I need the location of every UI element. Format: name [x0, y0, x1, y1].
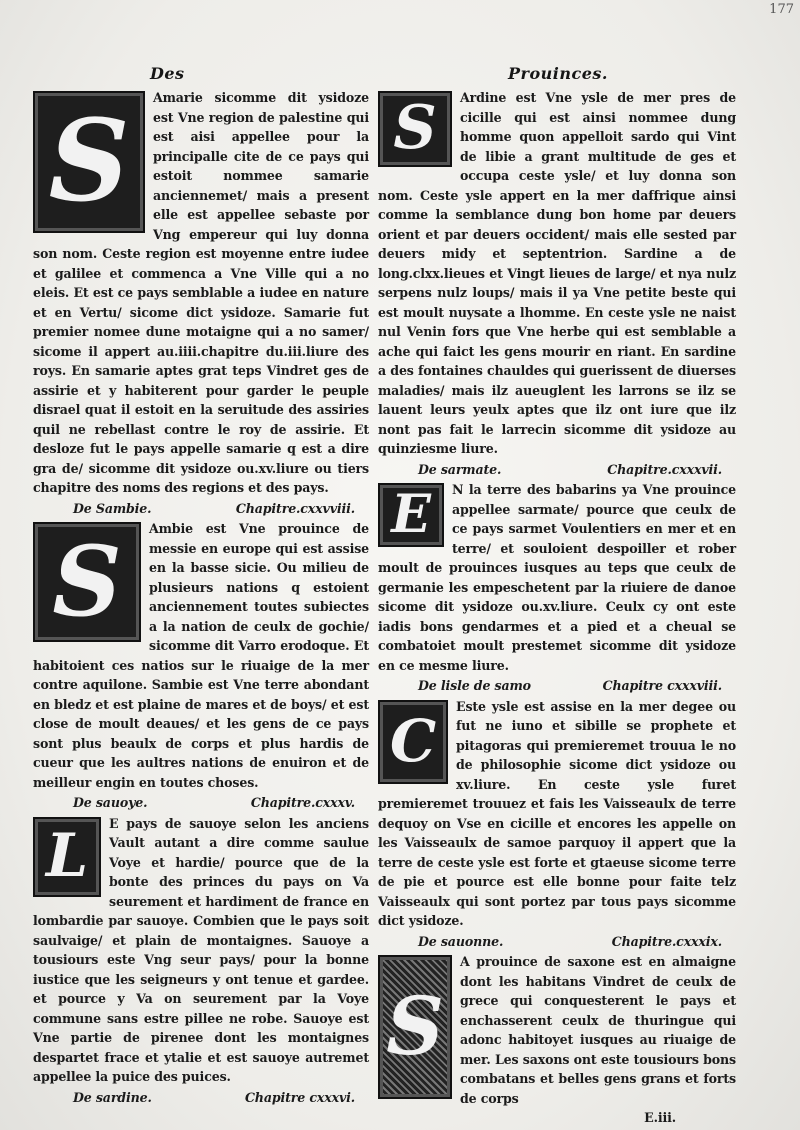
section-samo — [378, 697, 736, 931]
section-text: Este ysle est assise en la mer degee ou fut ne iuno et sibille se prophete et pitagoras qui premieremet trouua le no de philosophie sicome dict ysidoze ou xv.liure. En ceste ysle furet premieremet trouuez et fais les Vaisseaulx de terre dequoy on Vse en cicille et encores les appelle on les Vaisseaulx de samoe parquoy il appert que la terre de ceste ysle est forte et gtaeuse sicome terre de pie et pource est elle bonne pour faite telz Vaisseaulx qui sont portez par tous pays sicomme dict ysidoze. — [378, 698, 736, 928]
decorated-initial: E — [378, 483, 444, 547]
heading-chapter: Chapitre.cxxxix. — [611, 933, 722, 949]
decorated-initial: S — [33, 91, 145, 233]
section-sambie — [33, 519, 369, 792]
section-text: A prouince de saxone est en almaigne dont les habitans Vindret de ceulx de grece qui conquesterent le pays et enchasserent ceulx de thuringue qui adonc habitoyet iusques au riuaige de mer. Les saxons ont este tousiours bons combatans et belles gens grans et forts de corps — [460, 954, 736, 1106]
folio-number: 177 — [769, 2, 794, 17]
running-head-left: Des — [150, 64, 185, 83]
decorated-initial: S — [378, 91, 452, 167]
section-text: E pays de sauoye selon les anciens Vault autant a dire comme saulue Voye et hardie/ pource que de la bonte des princes du pays on Va seurement et hardiment de france en lombardie par sauoye. Combien que le pays soit saulvaige/ et plain de montaignes. Sauoye a tousiours este Vng seur pays/ pour la bonne iustice que les seigneurs y ont tenue et gardee. et pource y Va on seurement par la Voye commune sans estre pillee ne robe. Sauoye est Vne partie de pirenee dont les montaignes despartet frace et ytalie et est sauoye autremet appellee la puice des puices. — [33, 815, 369, 1084]
section-text: Ambie est Vne prouince de messie en europe qui est assise en la basse sicie. Ou milieu de plusieurs nations q estoient anciennement toutes subiectes a la nation de ceulx de gochie/ sicomme dit Varro erodoque. Et habitoient ces natios sur le riuaige de la mer contre aquilone. Sambie est Vne terre abondant en bledz et est plaine de mares et de boys/ et est close de moult deaues/ et les gens de ce pays sont plus beaulx de corps et plus hardis de cueur que les aultres nations de enuiron et de meilleur engin en toutes choses. — [33, 521, 369, 790]
section-sauoye — [33, 814, 369, 1087]
section-samarie — [33, 88, 369, 498]
heading-title: De sarmate. — [418, 461, 502, 477]
decorated-initial: C — [378, 700, 448, 784]
right-column — [378, 88, 736, 1128]
section-sauonne — [378, 952, 736, 1108]
heading-chapter: Chapitre.cxxxvii. — [607, 461, 722, 477]
left-column — [33, 88, 369, 1108]
chapter-heading-sarmate — [378, 460, 736, 480]
section-text: Ardine est Vne ysle de mer pres de cicille qui est ainsi nommee dung homme quon appelloit sardo qui Vint de libie a grant multitude de ges et occupa ceste ysle/ et luy donna son nom. Ceste ysle appert en la mer daffrique ainsi comme la semblance dung bon home par deuers orient et par deuers occident/ mais elle sested par deuers midy et septentrion. Sardine a de long.clxx.lieues et Vingt lieues de large/ et nya nulz serpens nulz loups/ mais il ya Vne petite beste qui est moult nuysate a lhomme. En ceste ysle ne naist nul Venin fors que Vne herbe qui est semblable a ache qui faict les gens mourir en riant. En sardine a des fontaines chauldes qui guerissent de diuerses maladies/ mais ilz aueuglent les larrons se ilz se lauent leurs yeulx aptes que ilz ont iure que ilz nont pas fait le larrecin sicomme dit ysidoze au quinziesme liure. — [378, 90, 736, 456]
heading-title: De Sambie. — [73, 500, 152, 516]
chapter-heading-sauoye — [33, 793, 369, 813]
decorated-initial: L — [33, 817, 101, 897]
running-head-right: Prouinces. — [508, 64, 608, 83]
heading-chapter: Chapitre.cxxxv. — [250, 795, 355, 810]
woodcut-initial: S — [378, 955, 452, 1099]
chapter-heading-sauonne — [378, 932, 736, 952]
heading-chapter: Chapitre.cxxvviii. — [235, 500, 355, 516]
section-text: Amarie sicomme dit ysidoze est Vne region de palestine qui est aisi appellee pour la principalle cite de ce pays qui estoit nommee samarie anciennemet/ mais a present elle est appellee sebaste por Vng empereur qui luy donna son nom. Ceste region est moyenne entre iudee et galilee et commenca a Vne Ville qui a no eleis. Et est ce pays semblable a iudee en nature et en Vertu/ sicome dict ysidoze. Samarie fut premier nomee dune motaigne qui a no samer/ sicome il appert au.iiii.chapitre du.iii.liure des roys. En samarie aptes grat teps Vindret ges de assirie et y habiterent pour garder le peuple disrael quat il estoit en la seruitude des assiries quil ne rebellast contre le roy de assirie. Et desloze fut le pays appelle samarie q est a dire gra de/ sicomme dit ysidoze ou.xv.liure ou tiers chapitre des noms des regions et des pays. — [33, 90, 369, 495]
heading-title: De lisle de samo — [418, 678, 531, 693]
signature-mark: E.iii. — [644, 1110, 676, 1125]
heading-chapter: Chapitre cxxxvi. — [244, 1089, 355, 1105]
heading-title: De sauoye. — [73, 795, 148, 810]
chapter-heading-sardine — [33, 1088, 369, 1108]
heading-chapter: Chapitre cxxxviii. — [602, 678, 722, 693]
chapter-heading-samo — [378, 676, 736, 696]
section-text: N la terre des babarins ya Vne prouince appellee sarmate/ pource que ceulx de ce pays sarmet Voulentiers en mer et en terre/ et souloient despoiller et rober moult de prouinces iusques au teps que ceulx de germanie les empeschetent par la riuiere de danoe sicome dit ysidoze ou.xv.liure. Ceulx cy ont este iadis bons gendarmes et a pied et a cheual se combatoiet moult prestemet sicomme dit ysidoze en ce mesme liure. — [378, 482, 736, 673]
chapter-heading-sambie — [33, 499, 369, 519]
section-sardine — [378, 88, 736, 459]
decorated-initial: S — [33, 522, 141, 642]
heading-title: De sardine. — [73, 1089, 152, 1105]
section-sarmate — [378, 480, 736, 675]
heading-title: De sauonne. — [418, 933, 504, 949]
